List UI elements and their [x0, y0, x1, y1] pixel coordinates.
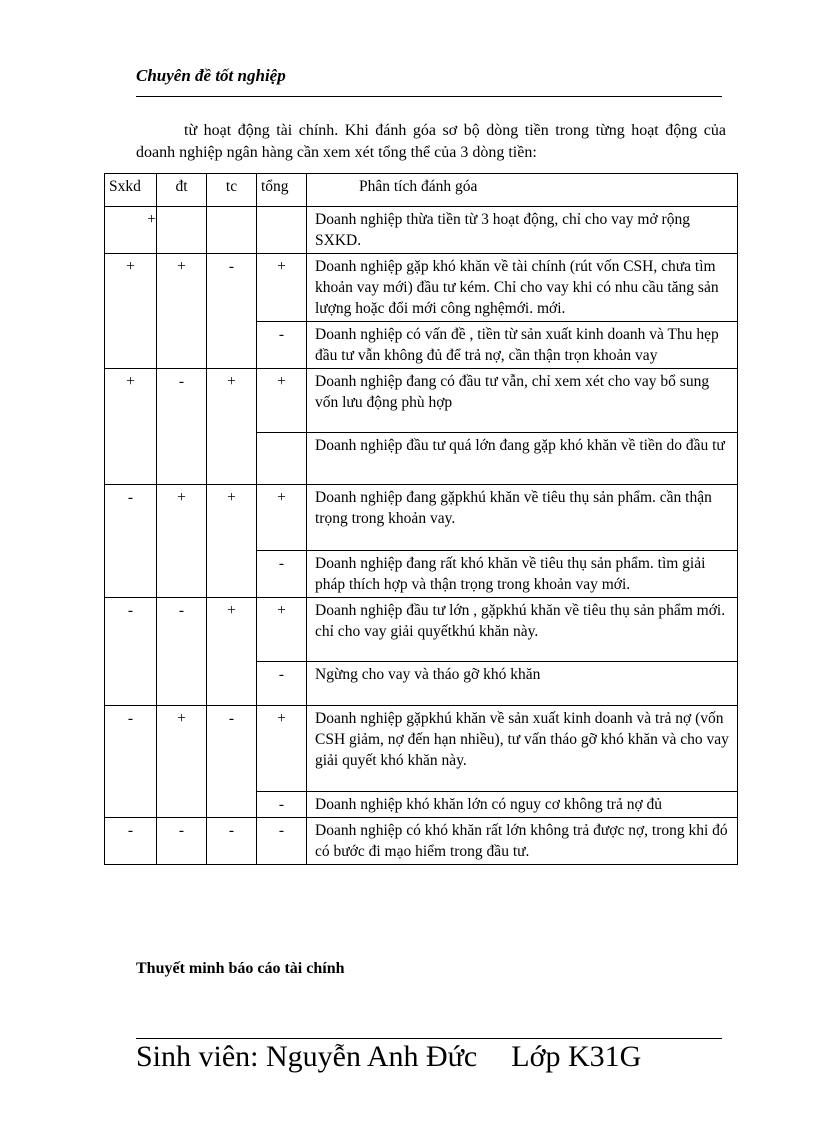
- cell-tong: +: [257, 369, 307, 433]
- cell-dt: -: [157, 598, 207, 706]
- cell-dt: -: [157, 818, 207, 865]
- cell-tong: [257, 207, 307, 254]
- class-name: Lớp K31G: [511, 1040, 642, 1073]
- cell-dt: -: [157, 369, 207, 485]
- cell-analysis: Doanh nghiệp đang gặpkhú khăn về tiêu thụ sản phẩm. cần thận trọng trong khoản vay.: [307, 485, 738, 551]
- cell-analysis: Doanh nghiệp có vấn đề , tiền từ sản xuất kinh doanh và Thu hẹp đầu tư vẫn không đủ để trả nợ, cần thận trọn khoản vay: [307, 322, 738, 369]
- cell-tc: -: [207, 254, 257, 369]
- cell-analysis: Doanh nghiệp đang có đầu tư vẫn, chỉ xem xét cho vay bổ sung vốn lưu động phù hợp: [307, 369, 738, 433]
- cell-tc: +: [207, 598, 257, 706]
- footer-note: Thuyết minh báo cáo tài chính: [136, 960, 345, 977]
- cell-tong: -: [257, 792, 307, 818]
- cell-tong: +: [257, 254, 307, 322]
- header-analysis: Phân tích đánh góa: [307, 174, 738, 207]
- cell-tong: +: [257, 598, 307, 662]
- footer-divider: [136, 1038, 722, 1039]
- cell-analysis: Doanh nghiệp gặp khó khăn về tài chính (rút vốn CSH, chưa tìm khoản vay mới) đầu tư kém. Chỉ cho vay khi có nhu cầu tăng sản lượng hoặc đổi mới công nghệmới. mới.: [307, 254, 738, 322]
- cell-sxkd: +: [105, 207, 157, 254]
- cell-sxkd: -: [105, 818, 157, 865]
- header-sxkd: Sxkd: [105, 174, 157, 207]
- cell-tc: -: [207, 818, 257, 865]
- footer-author-line: [136, 1040, 641, 1074]
- cell-tong: -: [257, 551, 307, 598]
- table-row: [105, 818, 738, 865]
- cashflow-analysis-table: [104, 173, 738, 865]
- cell-tong: -: [257, 818, 307, 865]
- header-tc: tc: [207, 174, 257, 207]
- cell-analysis: Doanh nghiệp đang rất khó khăn về tiêu thụ sản phẩm. tìm giải pháp thích hợp và thận trọng trong khoản vay mới.: [307, 551, 738, 598]
- intro-paragraph: từ hoạt động tài chính. Khi đánh góa sơ bộ dòng tiền trong từng hoạt động của doanh nghiệp ngân hàng cần xem xét tổng thể của 3 dòng tiền:: [136, 122, 726, 161]
- cell-dt: [157, 207, 207, 254]
- table-row: [105, 207, 738, 254]
- cell-tc: +: [207, 369, 257, 485]
- cell-tc: -: [207, 706, 257, 818]
- cell-tong: +: [257, 485, 307, 551]
- cell-dt: +: [157, 706, 207, 818]
- cell-analysis: Doanh nghiệp khó khăn lớn có nguy cơ không trả nợ đủ: [307, 792, 738, 818]
- table-row: [105, 369, 738, 433]
- cell-sxkd: +: [105, 254, 157, 369]
- table-header-row: [105, 174, 738, 207]
- cell-analysis: Doanh nghiệp đầu tư lớn , gặpkhú khăn về tiêu thụ sản phẩm mới. chỉ cho vay giải quyếtkhú khăn này.: [307, 598, 738, 662]
- cell-tong: -: [257, 322, 307, 369]
- cell-tong: +: [257, 706, 307, 792]
- cell-dt: +: [157, 254, 207, 369]
- cell-tc: +: [207, 485, 257, 598]
- cell-tong: -: [257, 662, 307, 706]
- cell-tc: [207, 207, 257, 254]
- cell-sxkd: +: [105, 369, 157, 485]
- cell-dt: +: [157, 485, 207, 598]
- cell-sxkd: -: [105, 485, 157, 598]
- table-row: [105, 254, 738, 322]
- header-divider: [136, 96, 722, 97]
- table-row: [105, 485, 738, 551]
- table-row: [105, 598, 738, 662]
- table-row: [105, 706, 738, 792]
- cell-tong: [257, 433, 307, 485]
- student-name: Sinh viên: Nguyễn Anh Đức: [136, 1040, 478, 1073]
- cell-sxkd: -: [105, 706, 157, 818]
- cell-analysis: Doanh nghiệp gặpkhú khăn về sản xuất kinh doanh và trả nợ (vốn CSH giảm, nợ đến hạn nhiều), tư vấn tháo gỡ khó khăn và cho vay giải quyết khó khăn này.: [307, 706, 738, 792]
- cell-analysis: Doanh nghiệp có khó khăn rất lớn không trả được nợ, trong khi đó có bước đi mạo hiểm trong đầu tư.: [307, 818, 738, 865]
- header-dt: đt: [157, 174, 207, 207]
- cell-sxkd: -: [105, 598, 157, 706]
- cell-analysis: Doanh nghiệp đầu tư quá lớn đang gặp khó khăn về tiền do đầu tư: [307, 433, 738, 485]
- cell-analysis: Doanh nghiệp thừa tiền từ 3 hoạt động, chỉ cho vay mở rộng SXKD.: [307, 207, 738, 254]
- cell-analysis: Ngừng cho vay và tháo gỡ khó khăn: [307, 662, 738, 706]
- header-title: Chuyên đề tốt nghiệp: [136, 66, 286, 85]
- header-tong: tổng: [257, 174, 307, 207]
